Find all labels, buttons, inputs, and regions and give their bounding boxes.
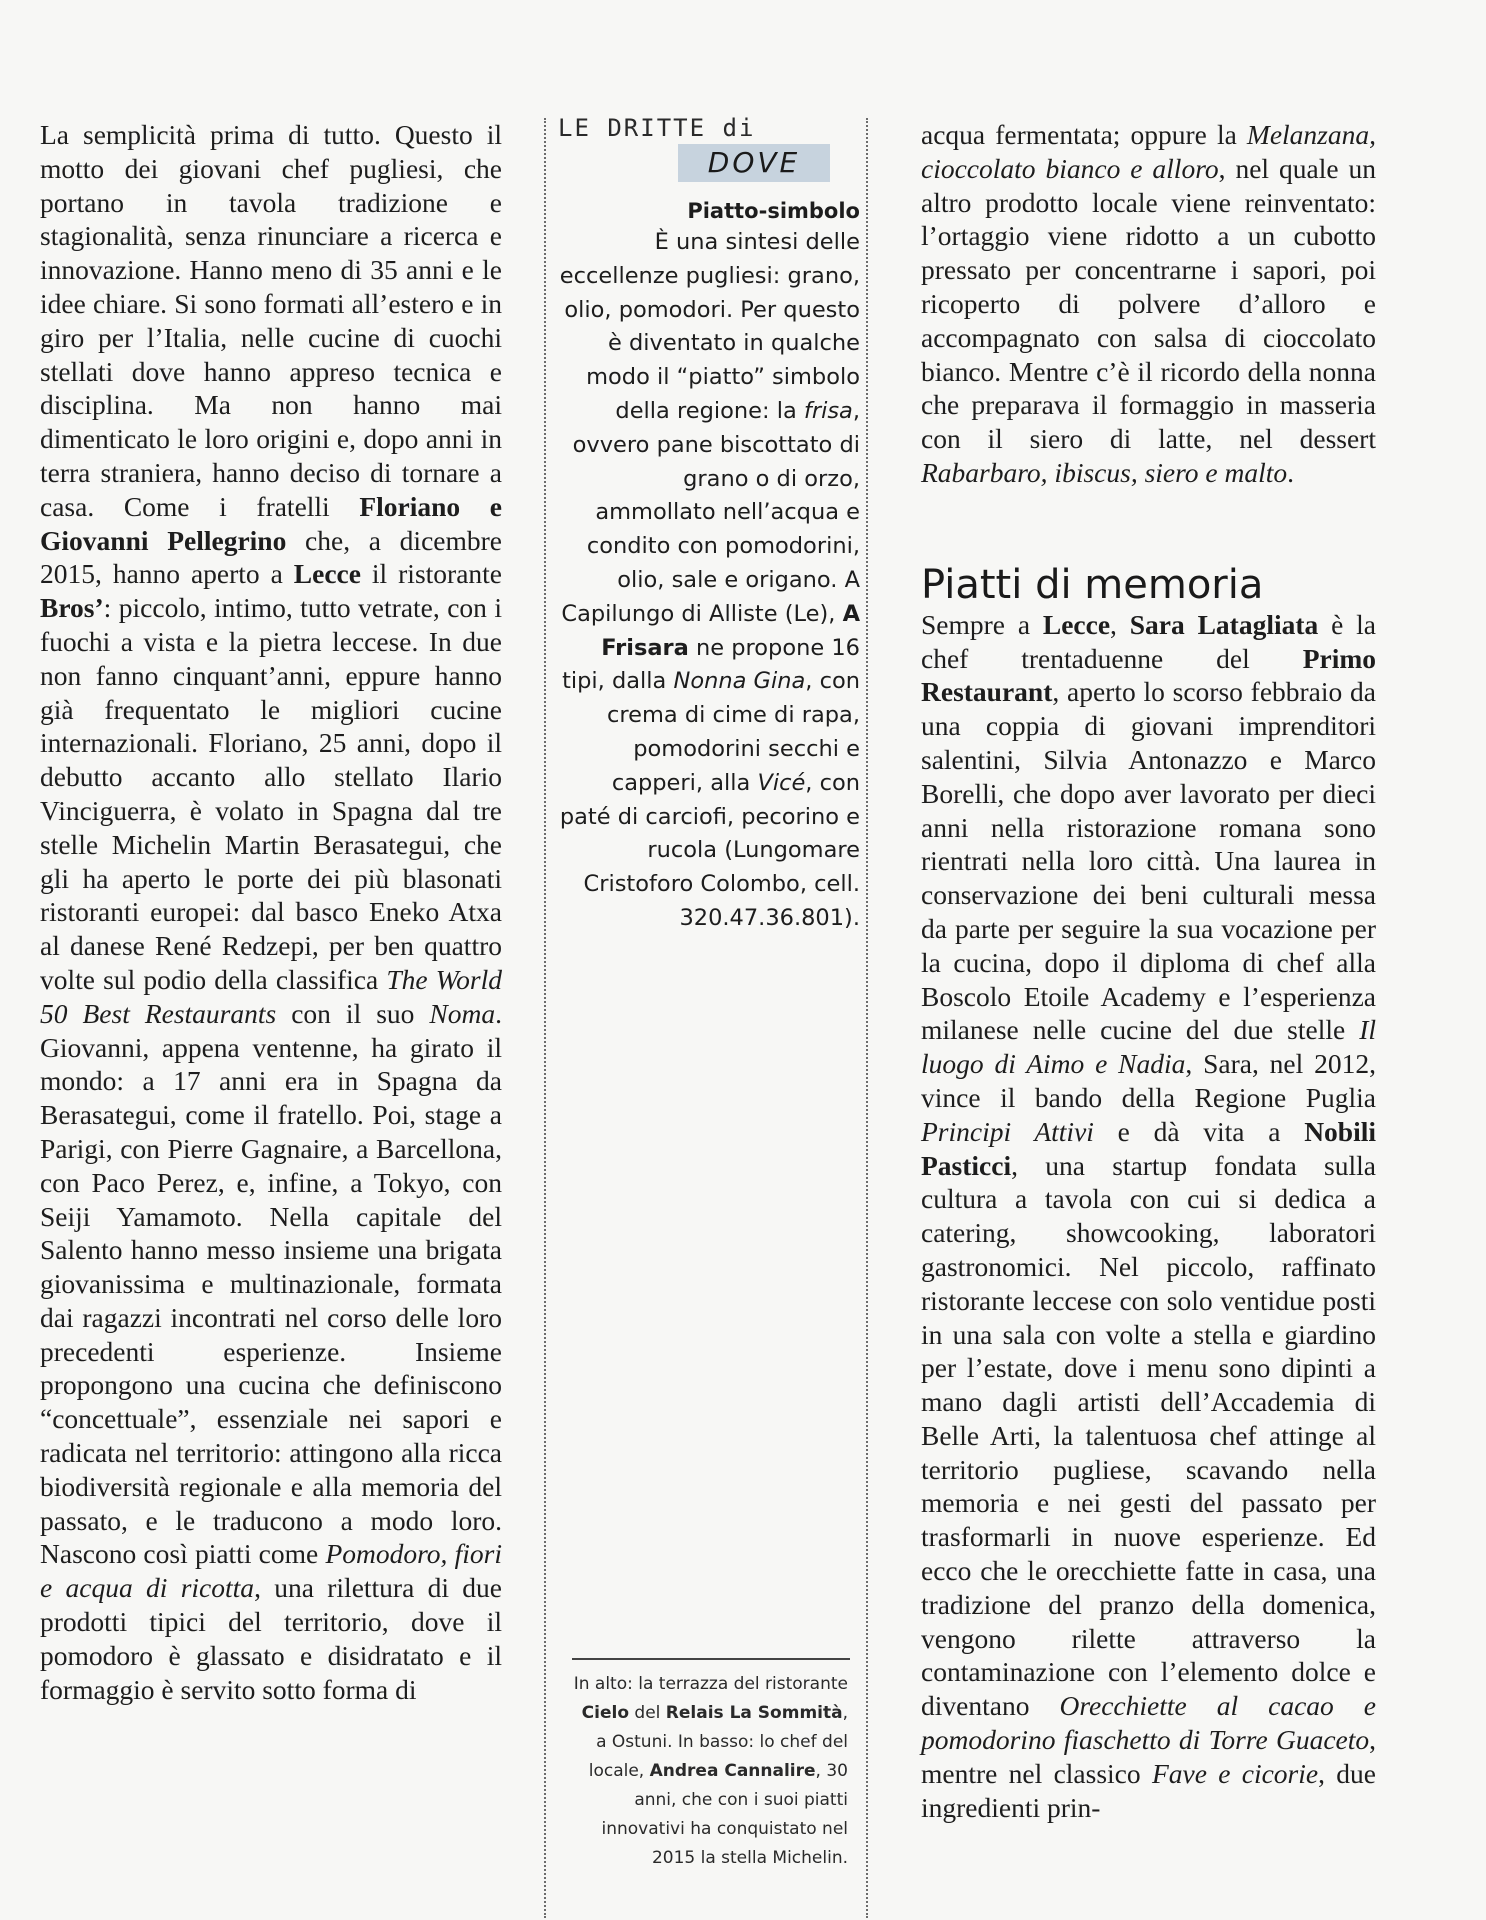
text-run: del xyxy=(629,1703,666,1723)
bold-name: Floriano e Giovanni Pellegrino xyxy=(40,490,502,556)
bold-restaurant: Cielo xyxy=(581,1703,630,1723)
italic-dish: Nonna Gina xyxy=(673,668,806,695)
bold-place: Lecce xyxy=(293,558,361,590)
text-run: È una sintesi delle eccellenze pugliesi: grano, olio, pomodori. Per questo è diventato in qualche modo il “piatto” simbolo della regione: la xyxy=(559,229,860,424)
article-column-right xyxy=(921,118,1376,1824)
text-run: , a Ostuni. In basso: lo chef del locale, xyxy=(588,1703,848,1781)
text-run: . xyxy=(1287,456,1295,488)
section-gap xyxy=(921,490,1376,562)
text-run: , mentre nel classico xyxy=(921,1724,1376,1789)
bold-restaurant: Bros’ xyxy=(40,592,104,624)
article-paragraph xyxy=(40,118,502,1706)
brand-logo: DOVE xyxy=(678,144,830,182)
text-run: . Giovanni, appena ventenne, ha girato il mondo: a 17 anni era in Spagna da Berasategui, come il fratello. Poi, stage a Parigi, con Pierre Gagnaire, a Barcellona, con Paco Perez, e, infine, a Tokyo, con Seiji Yamamoto. Nella capitale del Salento hanno messo insieme una brigata giovanissima e multinazionale, formata dai ragazzi incontrati nel corso delle loro precedenti esperienze. Insieme propongono una cucina che definiscono “concettuale”, essenziale nei sapori e radicata nel territorio: attingono alla ricca biodiversità regionale e alla memoria del passato, e le traducono a modo loro. Nascono così piatti come xyxy=(40,997,502,1570)
text-run: il ristorante xyxy=(360,558,502,590)
text-run: , con crema di cime di rapa, pomodorini secchi e capperi, alla xyxy=(607,668,860,796)
text-run: , una rilettura di due prodotti tipici del territorio, dove il pomodoro è glassato e disidratato e il formaggio è servito sotto forma di xyxy=(40,1572,503,1705)
italic-dish: frisa xyxy=(803,397,853,424)
bold-restaurant: Relais La Sommità xyxy=(665,1703,843,1723)
text-run: acqua fermentata; oppure la xyxy=(921,119,1247,150)
text-run: , due ingredienti prin- xyxy=(921,1757,1377,1823)
italic-dish: Vicé xyxy=(757,769,806,796)
bold-name: Nobili Pasticci xyxy=(921,1115,1377,1181)
tips-sidebar xyxy=(558,114,860,936)
text-run: , ovvero pane biscottato di grano o di orzo, ammollato nell’acqua e condito con pomodorini, olio, sale e origano. A Capilungo di Alliste (Le), xyxy=(561,397,860,627)
bold-restaurant: Primo Restaurant xyxy=(921,642,1376,708)
bold-restaurant: A Frisara xyxy=(601,600,860,661)
bold-name: Andrea Cannalire xyxy=(649,1761,816,1781)
italic-title: Il luogo di Aimo e Nadia xyxy=(921,1014,1376,1080)
text-run: , nel quale un altro prodotto locale viene reinventato: l’ortaggio viene ridotto a un cubotto pressato per concentrarne i sapori, poi ricoperto di polvere d’alloro e accompagnato con salsa di cioccolato bianco. Mentre c’è il ricordo della nonna che preparava il formaggio in masseria con il siero di latte, nel dessert xyxy=(921,152,1376,455)
column-divider-right xyxy=(866,118,868,1918)
section-heading: Piatti di memoria xyxy=(921,561,1264,608)
text-run: , con paté di carciofi, pecorino e rucola (Lungomare Cristoforo Colombo, cell. 320.47.36.801). xyxy=(559,769,860,931)
text-run: , una startup fondata sulla cultura a tavola con cui si dedica a catering, showcooking, laboratori gastronomici. Nel piccolo, raffinato ristorante leccese con solo ventidue posti in una sala con volte a stella e giardino per l’estate, dove i menu sono dipinti a mano dagli artisti dell’Accademia di Belle Arti, la talentuosa chef attinge al territorio pugliese, scavando nella memoria e nei gesti del passato per trasformarli in nuove esperienze. Ed ecco che le orecchiette fatte in casa, una tradizione del pranzo della domenica, vengono rilette attraverso la contaminazione con l’elemento dolce e diventano xyxy=(921,1149,1376,1722)
tips-body xyxy=(558,226,860,936)
italic-dish: Melanzana, cioccolato bianco e alloro xyxy=(921,119,1376,184)
italic-dish: Rabarbaro, ibiscus, siero e malto xyxy=(921,456,1288,488)
text-run: , 30 anni, che con i suoi piatti innovativi ha conquistato nel 2015 la stella Michelin. xyxy=(601,1761,848,1868)
article-paragraph xyxy=(921,608,1376,1825)
article-column-left xyxy=(40,118,502,1706)
italic-dish: Fave e cicorie xyxy=(1151,1757,1319,1789)
text-run: , aperto lo scorso febbraio da una coppia di giovani imprenditori salentini, Silvia Antonazzo e Marco Borelli, che dopo aver lavorato per dieci anni nella ristorazione romana sono rientrati nella loro città. Una laurea in conservazione dei beni culturali messa da parte per seguire la sua vocazione per la cucina, dopo il diploma di chef alla Boscolo Etoile Academy e l’esperienza milanese nelle cucine del due stelle xyxy=(921,676,1376,1046)
text-run: è la chef trentaduenne del xyxy=(921,608,1376,674)
caption-rule xyxy=(572,1658,850,1660)
italic-title: Principi Attivi xyxy=(921,1115,1094,1147)
italic-title: The World 50 Best Restaurants xyxy=(40,963,502,1029)
bold-name: Sara Latagliata xyxy=(1129,608,1319,640)
tips-heading: Piatto-simbolo xyxy=(687,199,860,223)
bold-place: Lecce xyxy=(1042,608,1111,640)
text-run: con il suo xyxy=(276,997,430,1029)
text-run: , xyxy=(1110,608,1130,640)
text-run: Sempre a xyxy=(921,608,1043,640)
italic-dish: Orecchiette al cacao e pomodorino fiaschetto di Torre Guaceto xyxy=(921,1690,1377,1756)
italic-title: Noma xyxy=(429,997,496,1029)
text-run: : piccolo, intimo, tutto vetrate, con i fuochi a vista e la pietra leccese. In due non fanno cinquant’anni, eppure hanno già frequentato le migliori cucine internazionali. Floriano, 25 anni, dopo il debutto accanto allo stellato Ilario Vinciguerra, è volato in Spagna dal tre stelle Michelin Martin Berasategui, che gli ha aperto le porte dei più blasonati ristoranti europei: dal basco Eneko Atxa al danese René Redzepi, per ben quattro volte sul podio della classifica xyxy=(40,592,502,995)
text-run: ne propone 16 tipi, dalla xyxy=(562,634,860,695)
column-divider-left xyxy=(544,118,546,1918)
text-run: che, a dicembre 2015, hanno aperto a xyxy=(40,524,502,590)
text-run: , Sara, nel 2012, vince il bando della Regione Puglia xyxy=(921,1048,1376,1113)
italic-dish: Pomodoro, fiori e acqua di ricotta xyxy=(40,1538,503,1604)
text-run: In alto: la terrazza del ristorante xyxy=(573,1674,848,1694)
article-paragraph xyxy=(921,118,1376,490)
tips-label: LE DRITTE di xyxy=(558,114,756,142)
text-run: e dà vita a xyxy=(1093,1115,1305,1147)
photo-caption xyxy=(572,1670,848,1873)
text-run: La semplicità prima di tutto. Questo il motto dei giovani chef pugliesi, che portano in tavola tradizione e stagionalità, senza rinunciare a ricerca e innovazione. Hanno meno di 35 anni e le idee chiare. Si sono formati all’estero e in giro per l’Italia, nelle cucine di cuochi stellati dove hanno appreso tecnica e disciplina. Ma non hanno mai dimenticato le loro origini e, dopo anni in terra straniera, hanno deciso di tornare a casa. Come i fratelli xyxy=(40,119,502,522)
